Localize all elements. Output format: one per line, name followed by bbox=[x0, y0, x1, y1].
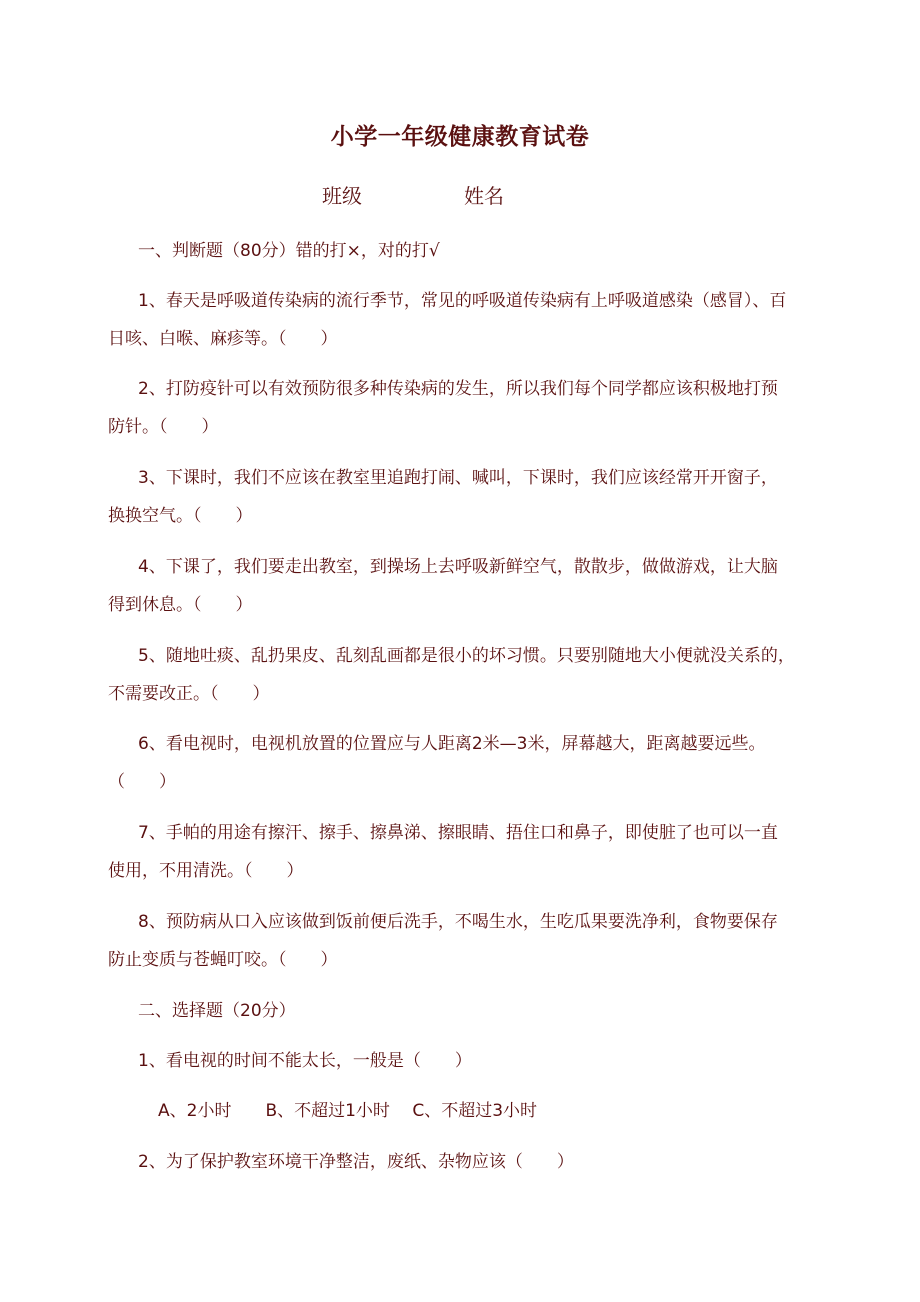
tf-question-6-line2: （ ） bbox=[108, 772, 176, 792]
tf-question-8-line1: 8、预防病从口入应该做到饭前便后洗手，不喝生水，生吃瓜果要洗净利，食物要保存 bbox=[138, 912, 778, 932]
page-title: 小学一年级健康教育试卷 bbox=[330, 124, 590, 150]
tf-question-2-line1: 2、打防疫针可以有效预防很多种传染病的发生，所以我们每个同学都应该积极地打预 bbox=[138, 379, 778, 399]
tf-question-3-line1: 3、下课时，我们不应该在教室里追跑打闹、喊叫，下课时，我们应该经常开开窗子， bbox=[138, 468, 778, 488]
tf-question-1-line1: 1、春天是呼吸道传染病的流行季节，常见的呼吸道传染病有上呼吸道感染（感冒）、百 bbox=[138, 291, 787, 311]
mc-question-2: 2、为了保护教室环境干净整洁，废纸、杂物应该（ ） bbox=[138, 1152, 574, 1172]
class-label: 班级 bbox=[322, 184, 362, 208]
tf-question-3-line2: 换换空气。（ ） bbox=[108, 506, 253, 526]
mc-question-1: 1、看电视的时间不能太长，一般是（ ） bbox=[138, 1051, 472, 1071]
mc-question-1-options: A、2小时 B、不超过1小时 C、不超过3小时 bbox=[158, 1101, 538, 1121]
tf-question-6-line1: 6、看电视时，电视机放置的位置应与人距离2米—3米，屏幕越大，距离越要远些。 bbox=[138, 734, 766, 754]
name-label: 姓名 bbox=[464, 184, 504, 208]
tf-question-5-line1: 5、随地吐痰、乱扔果皮、乱刻乱画都是很小的坏习惯。只要别随地大小便就没关系的， bbox=[138, 646, 795, 666]
tf-question-8-line2: 防止变质与苍蝇叮咬。（ ） bbox=[108, 950, 338, 970]
tf-question-5-line2: 不需要改正。（ ） bbox=[108, 684, 270, 704]
tf-question-2-line2: 防针。（ ） bbox=[108, 417, 219, 437]
tf-question-4-line1: 4、下课了，我们要走出教室，到操场上去呼吸新鲜空气，散散步，做做游戏，让大脑 bbox=[138, 557, 778, 577]
tf-question-1-line2: 日咳、白喉、麻疹等。（ ） bbox=[108, 329, 338, 349]
section1-heading: 一、判断题（80分）错的打×，对的打√ bbox=[138, 241, 440, 261]
tf-question-7-line1: 7、手帕的用途有擦汗、擦手、擦鼻涕、擦眼睛、捂住口和鼻子，即使脏了也可以一直 bbox=[138, 823, 778, 843]
tf-question-4-line2: 得到休息。（ ） bbox=[108, 595, 253, 615]
section2-heading: 二、选择题（20分） bbox=[138, 1001, 296, 1021]
tf-question-7-line2: 使用，不用清洗。（ ） bbox=[108, 861, 304, 881]
